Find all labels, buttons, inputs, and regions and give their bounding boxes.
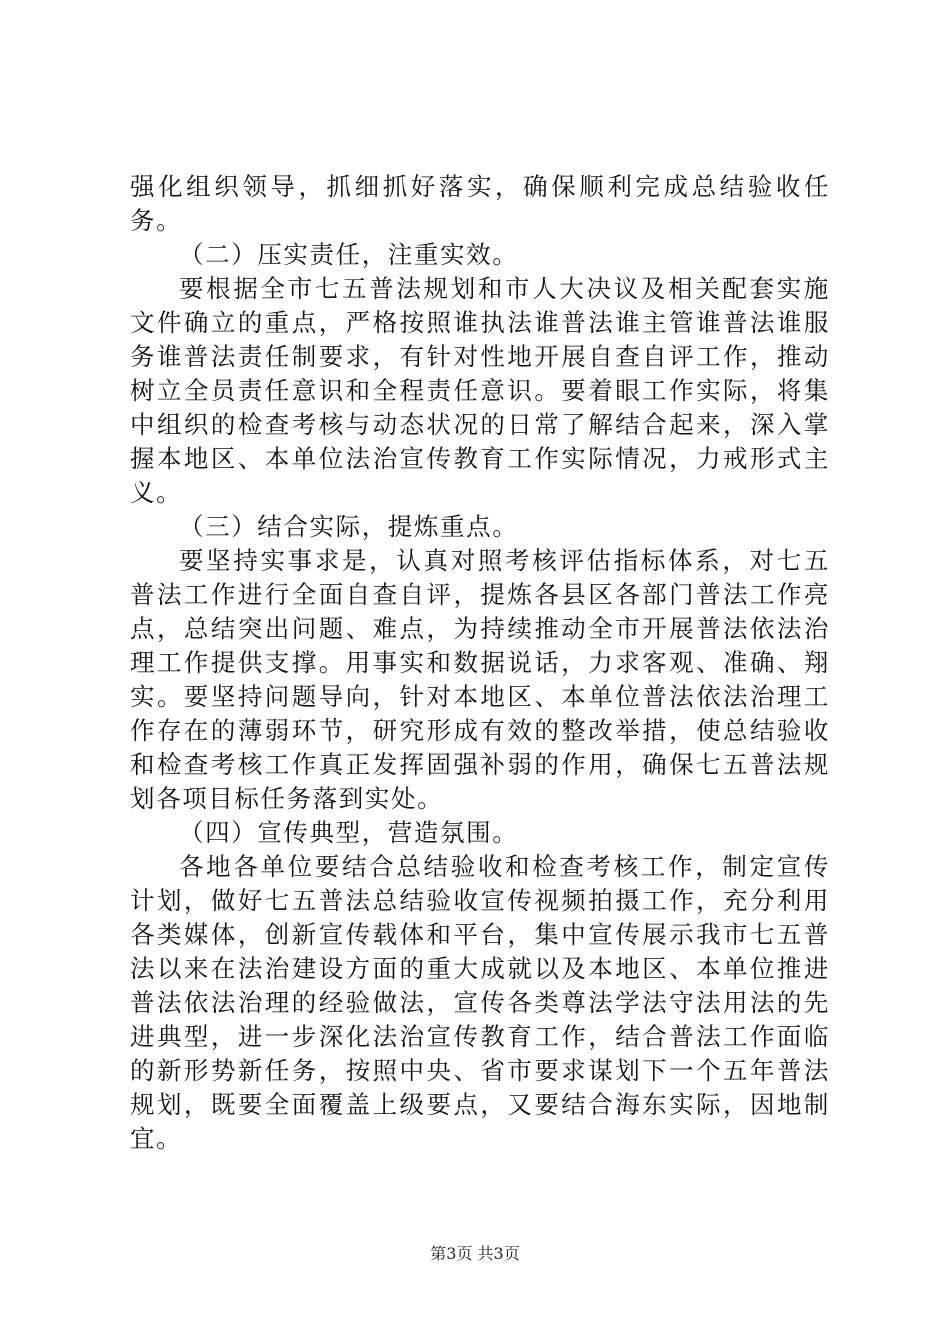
page-footer [0, 1243, 950, 1265]
paragraph-section-3: 要坚持实事求是，认真对照考核评估指标体系，对七五普法工作进行全面自查自评，提炼各县区各部门普法工作亮点，总结突出问题、难点，为持续推动全市开展普法依法治理工作提供支撑。用事实和数据说话，力求客观、准确、翔实。要坚持问题导向，针对本地区、本单位普法依法治理工作存在的薄弱环节，研究形成有效的整改举措，使总结验收和检查考核工作真正发挥固强补弱的作用，确保七五普法规划各项目标任务落到实处。 [130, 546, 830, 813]
section-heading-3: （三）结合实际，提炼重点。 [179, 512, 519, 541]
paragraph-continued: 强化组织领导，抓细抓好落实，确保顺利完成总结验收任务。 [130, 172, 830, 235]
paragraph-section-2: 要根据全市七五普法规划和市人大决议及相关配套实施文件确立的重点，严格按照谁执法谁普法谁主管谁普法谁服务谁普法责任制要求，有针对性地开展自查自评工作，推动树立全员责任意识和全程责任意识。要着眼工作实际，将集中组织的检查考核与动态状况的日常了解结合起来，深入掌握本地区、本单位法治宣传教育工作实际情况，力戒形式主义。 [130, 274, 830, 507]
section-heading-4: （四）宣传典型，营造氛围。 [179, 818, 519, 847]
paragraph-section-4: 各地各单位要结合总结验收和检查考核工作，制定宣传计划，做好七五普法总结验收宣传视频拍摄工作，充分利用各类媒体，创新宣传载体和平台，集中宣传展示我市七五普法以来在法治建设方面的重大成就以及本地区、本单位推进普法依法治理的经验做法，宣传各类尊法学法守法用法的先进典型，进一步深化法治宣传教育工作，结合普法工作面临的新形势新任务，按照中央、省市要求谋划下一个五年普法规划，既要全面覆盖上级要点，又要结合海东实际，因地制宜。 [130, 852, 830, 1153]
page-number-label: 第3页 共3页 [430, 1244, 520, 1263]
document-body [130, 170, 830, 1156]
section-heading-2: （二）压实责任，注重实效。 [179, 240, 519, 269]
